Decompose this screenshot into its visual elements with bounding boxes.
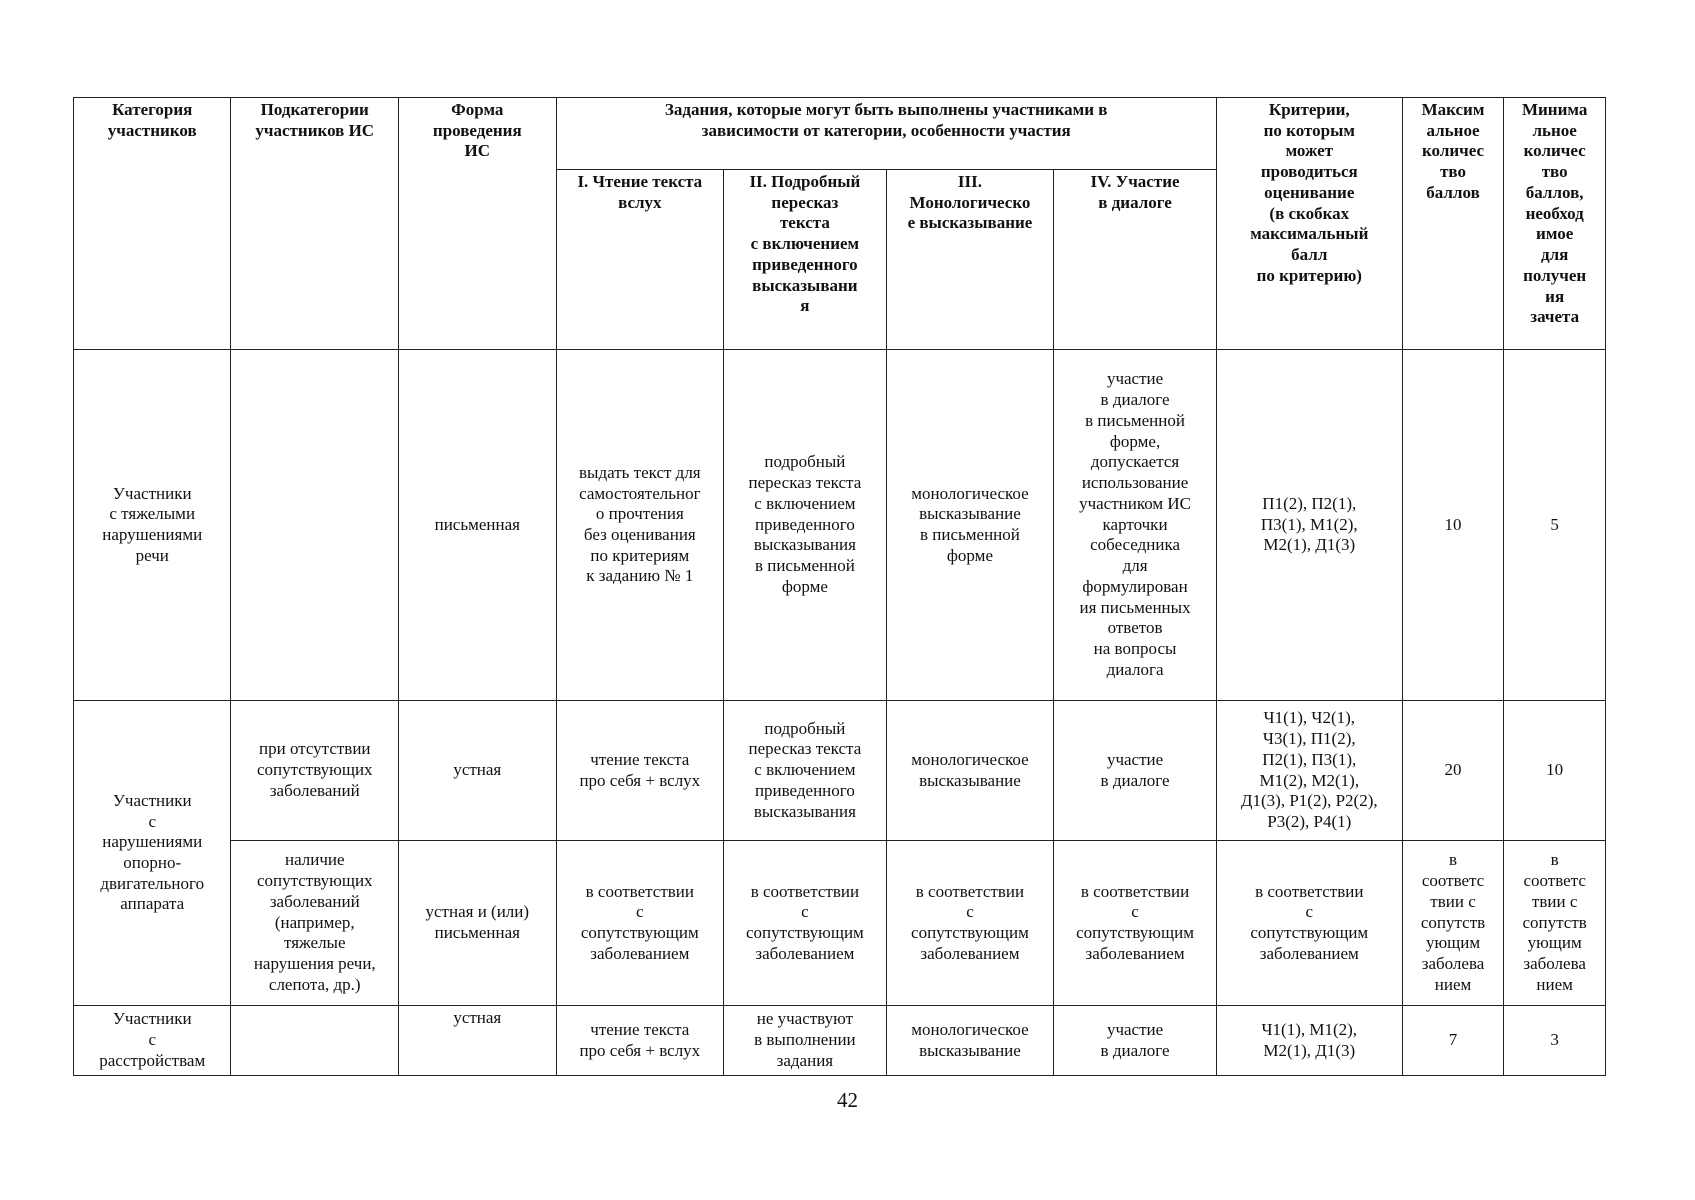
row-subcategory: при отсутствии сопутствующих заболеваний — [231, 701, 399, 841]
row-subcategory — [231, 350, 399, 701]
row-subcategory — [231, 1006, 399, 1076]
row-form: устная — [399, 701, 556, 841]
row-max-score: 10 — [1402, 350, 1504, 701]
row-form: устная — [399, 1006, 556, 1076]
table-row — [74, 701, 1606, 841]
row-criteria: Ч1(1), М1(2), М2(1), Д1(3) — [1216, 1006, 1402, 1076]
row-task-1: в соответствии с сопутствующим заболеванием — [556, 841, 724, 1006]
row-criteria: Ч1(1), Ч2(1), Ч3(1), П1(2), П2(1), П3(1), М1(2), М2(1), Д1(3), Р1(2), Р2(2), Р3(2), Р4(1) — [1216, 701, 1402, 841]
row-min-score: в соответс твии с сопутств ующим заболева нием — [1504, 841, 1606, 1006]
row-category: Участники с расстройствам — [74, 1006, 231, 1076]
header-task-3: III. Монологическо е высказывание — [886, 170, 1054, 350]
row-task-1: чтение текста про себя + вслух — [556, 701, 724, 841]
row-max-score: 7 — [1402, 1006, 1504, 1076]
header-category: Категория участников — [74, 98, 231, 350]
table-row — [74, 1006, 1606, 1076]
row-min-score: 10 — [1504, 701, 1606, 841]
header-form: Форма проведения ИС — [399, 98, 556, 350]
assessment-table — [73, 97, 1606, 1076]
header-min-score: Минима льное количес тво баллов, необход имое для получен ия зачета — [1504, 98, 1606, 350]
row-task-3: монологическое высказывание — [886, 701, 1054, 841]
row-category: Участники с тяжелыми нарушениями речи — [74, 350, 231, 701]
header-max-score: Максим альное количес тво баллов — [1402, 98, 1504, 350]
header-tasks: Задания, которые могут быть выполнены участниками в зависимости от категории, особенности участия — [556, 98, 1216, 170]
row-form: устная и (или) письменная — [399, 841, 556, 1006]
row-criteria: в соответствии с сопутствующим заболеванием — [1216, 841, 1402, 1006]
header-criteria: Критерии, по которым может проводиться оценивание (в скобках максимальный балл по критерию) — [1216, 98, 1402, 350]
row-min-score: 5 — [1504, 350, 1606, 701]
table-row — [74, 350, 1606, 701]
row-max-score: в соответс твии с сопутств ующим заболева нием — [1402, 841, 1504, 1006]
header-task-1: I. Чтение текста вслух — [556, 170, 724, 350]
row-task-2: подробный пересказ текста с включением приведенного высказывания в письменной форме — [724, 350, 887, 701]
row-task-4: в соответствии с сопутствующим заболеванием — [1054, 841, 1217, 1006]
row-min-score: 3 — [1504, 1006, 1606, 1076]
row-task-3: монологическое высказывание в письменной форме — [886, 350, 1054, 701]
row-task-3: в соответствии с сопутствующим заболеванием — [886, 841, 1054, 1006]
header-task-4: IV. Участие в диалоге — [1054, 170, 1217, 350]
row-task-1: выдать текст для самостоятельног о прочтения без оценивания по критериям к заданию № 1 — [556, 350, 724, 701]
row-form: письменная — [399, 350, 556, 701]
row-task-4: участие в диалоге — [1054, 1006, 1217, 1076]
row-max-score: 20 — [1402, 701, 1504, 841]
row-task-2: не участвуют в выполнении задания — [724, 1006, 887, 1076]
table-row — [74, 841, 1606, 1006]
header-task-2: II. Подробный пересказ текста с включением приведенного высказывани я — [724, 170, 887, 350]
row-category: Участники с нарушениями опорно- двигательного аппарата — [74, 701, 231, 1006]
header-subcategory: Подкатегории участников ИС — [231, 98, 399, 350]
row-criteria: П1(2), П2(1), П3(1), М1(2), М2(1), Д1(3) — [1216, 350, 1402, 701]
page-number: 42 — [837, 1088, 858, 1112]
row-task-3: монологическое высказывание — [886, 1006, 1054, 1076]
row-task-1: чтение текста про себя + вслух — [556, 1006, 724, 1076]
header-row-1 — [74, 98, 1606, 170]
row-task-4: участие в диалоге в письменной форме, допускается использование участником ИС карточки собеседника для формулирован ия письменных ответов на вопросы диалога — [1054, 350, 1217, 701]
row-task-2: в соответствии с сопутствующим заболеванием — [724, 841, 887, 1006]
row-subcategory: наличие сопутствующих заболеваний (например, тяжелые нарушения речи, слепота, др.) — [231, 841, 399, 1006]
row-task-2: подробный пересказ текста с включением приведенного высказывания — [724, 701, 887, 841]
row-task-4: участие в диалоге — [1054, 701, 1217, 841]
